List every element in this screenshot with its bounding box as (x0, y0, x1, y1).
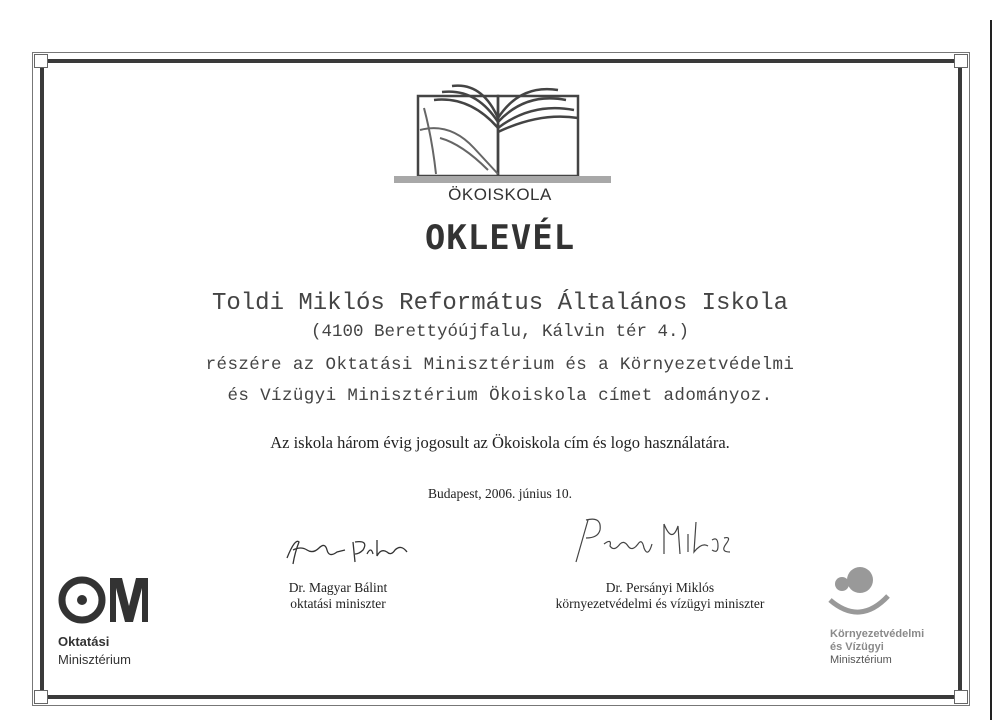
om-logo-icon (58, 574, 158, 626)
signatory-1-title: oktatási miniszter (290, 596, 386, 611)
signatory-2 (520, 580, 800, 612)
signatory-1-name: Dr. Magyar Bálint (288, 580, 388, 595)
frame-corner (34, 54, 48, 68)
kvvm-logo-icon (826, 566, 896, 626)
om-logo-line-1: Oktatási (58, 634, 110, 649)
signatory-1 (238, 580, 438, 612)
signatory-2-name: Dr. Persányi Miklós (605, 580, 715, 595)
usage-statement: Az iskola három évig jogosult az Ökoiskola cím és logo használatára. (270, 433, 730, 452)
kvvm-logo-line-2: és Vízügyi (830, 641, 884, 653)
school-name: Toldi Miklós Református Általános Iskola (211, 290, 789, 317)
signatory-2-title: környezetvédelmi és vízügyi miniszter (555, 596, 765, 611)
award-text-line-2: és Vízügyi Minisztérium Ökoiskola címet adományoz. (227, 386, 773, 406)
frame-corner (954, 690, 968, 704)
program-name: ÖKOISKOLA (448, 185, 552, 204)
om-logo-line-2: Minisztérium (58, 652, 131, 667)
ecoschool-book-logo (390, 78, 615, 186)
frame-corner (954, 54, 968, 68)
signature-magyar (283, 528, 418, 568)
school-address: (4100 Berettyóújfalu, Kálvin tér 4.) (310, 322, 690, 342)
place-and-date: Budapest, 2006. június 10. (428, 486, 572, 501)
award-text-line-1: részére az Oktatási Minisztérium és a Környezetvédelmi (205, 355, 795, 375)
frame-corner (34, 690, 48, 704)
kvvm-logo-line-3: Minisztérium (830, 654, 892, 666)
signature-persanyi (568, 514, 738, 568)
kvvm-logo-line-1: Környezetvédelmi (830, 628, 925, 640)
certificate-title: OKLEVÉL (424, 218, 576, 258)
